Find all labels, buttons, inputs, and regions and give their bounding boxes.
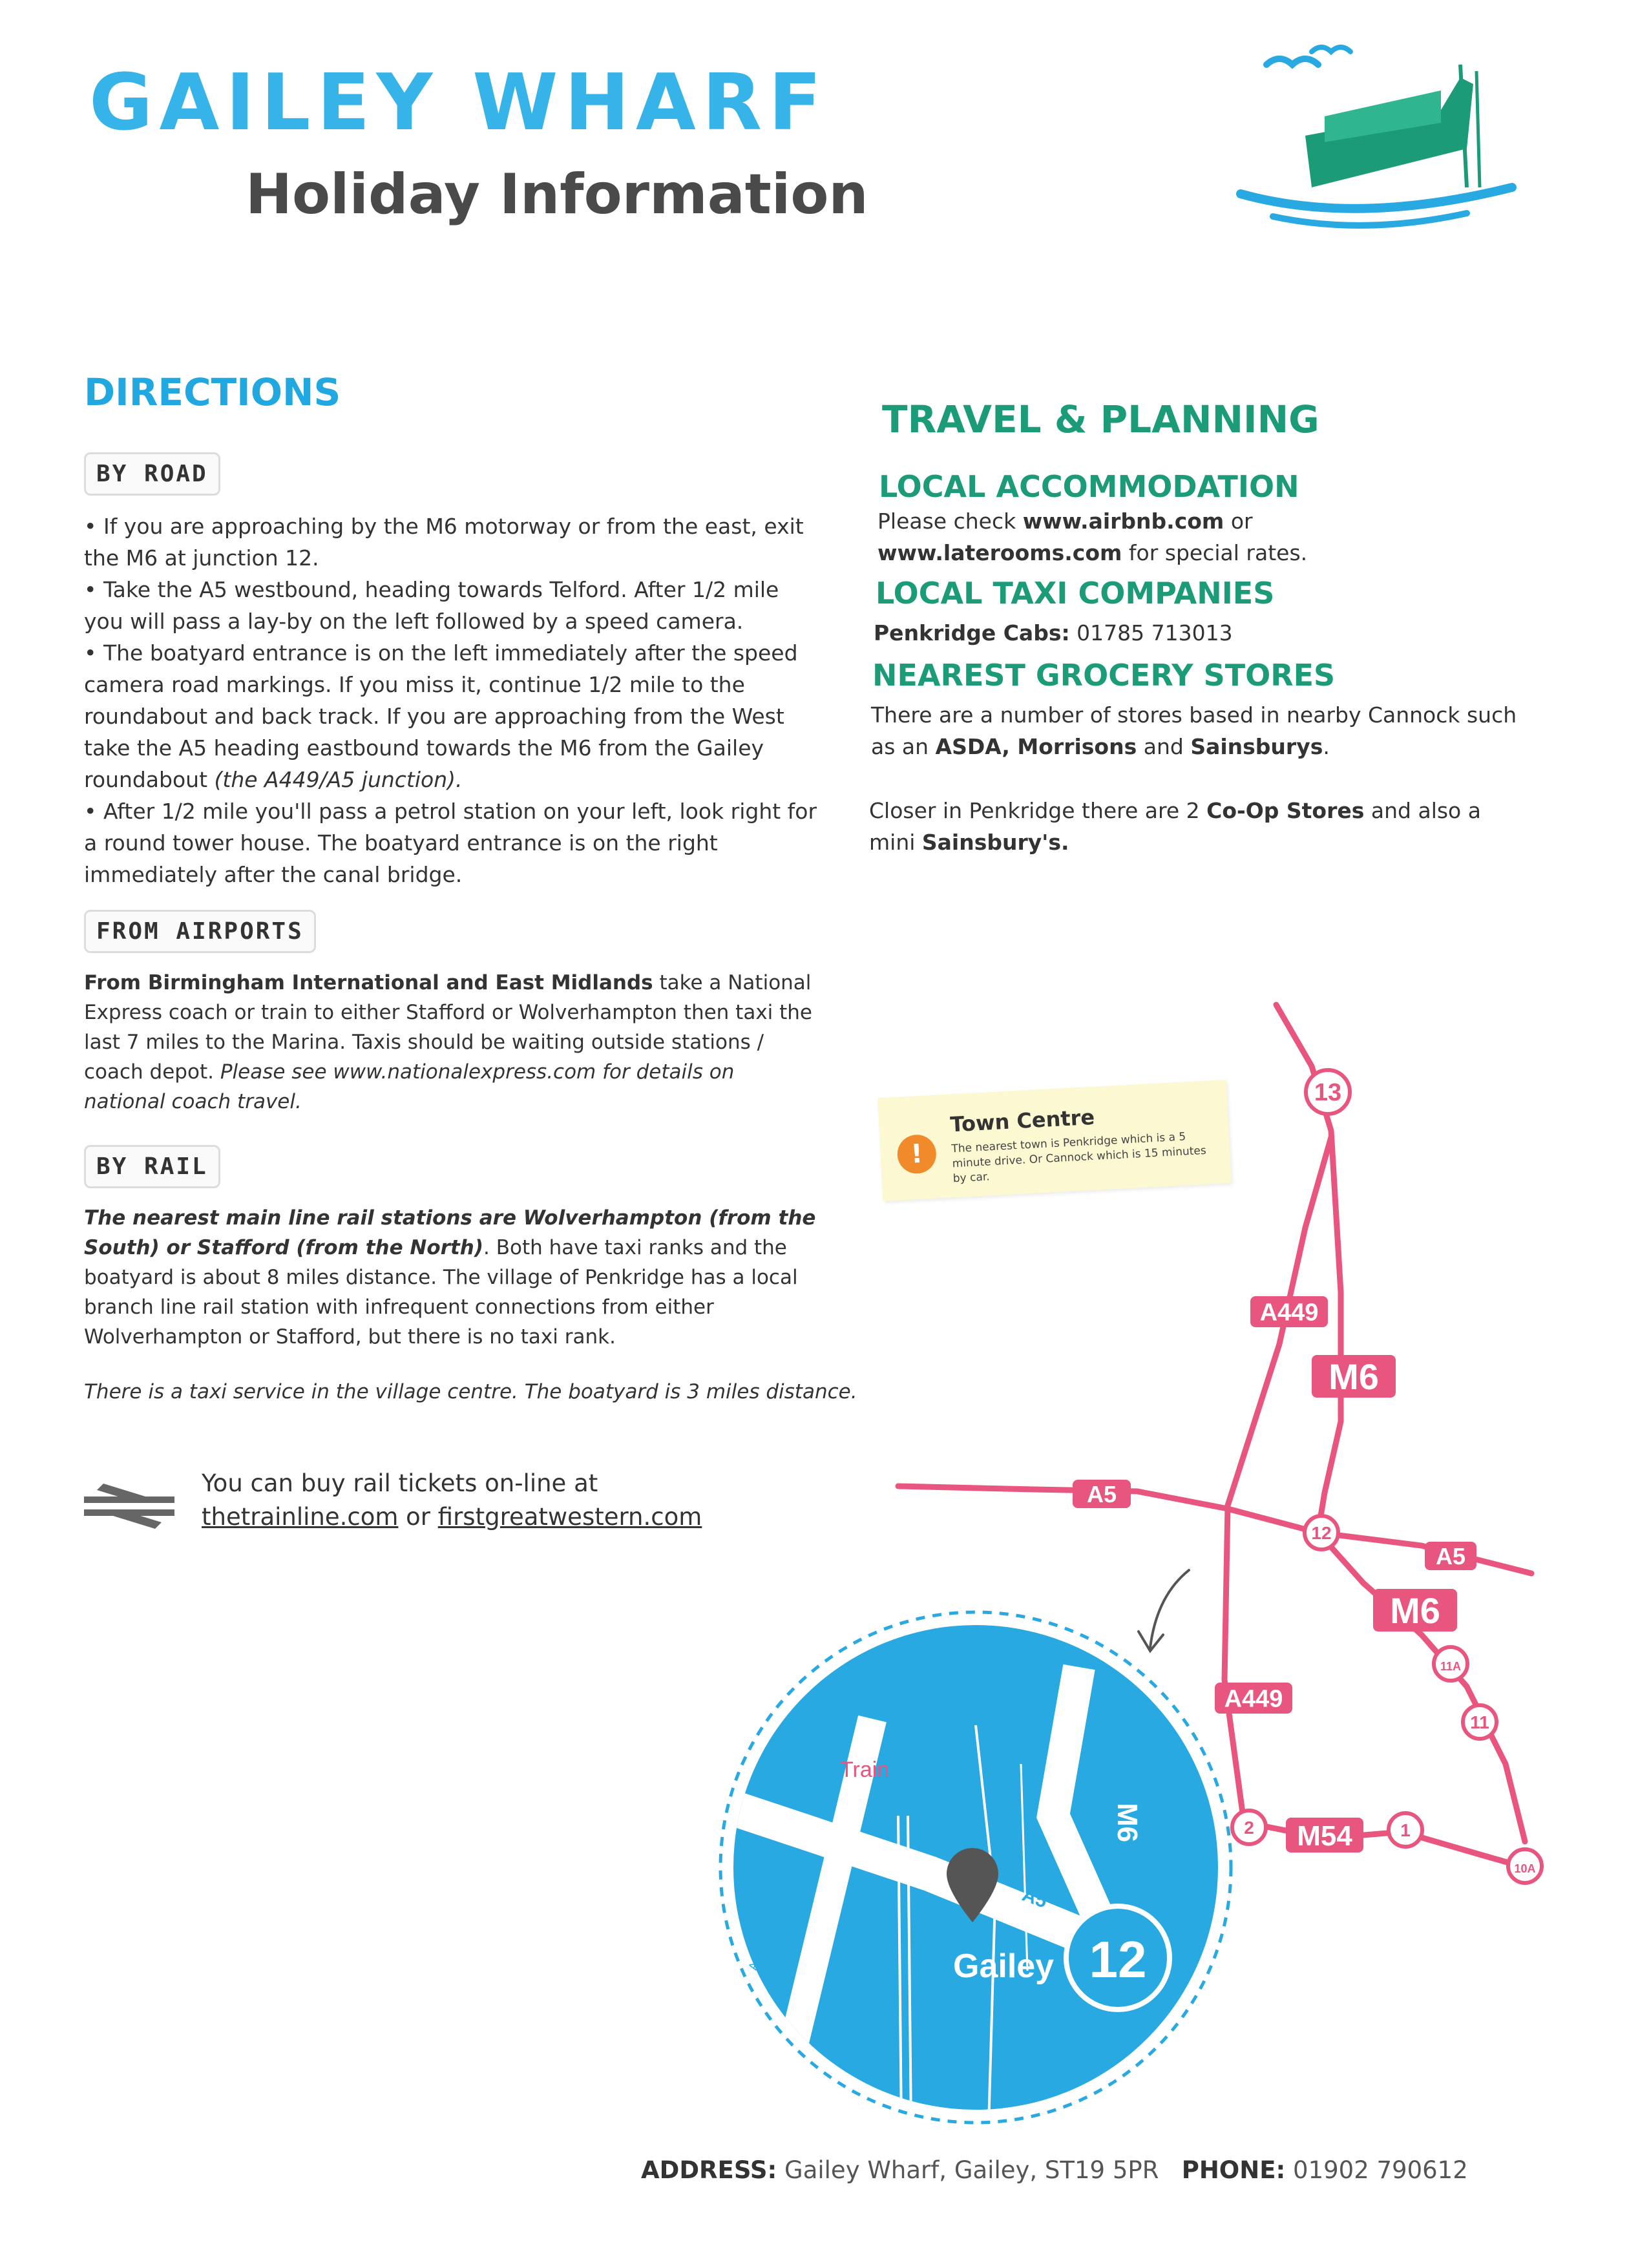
warning-icon: ! [896, 1134, 937, 1175]
footer-contact [641, 2158, 1468, 2182]
taxi-heading: LOCAL TAXI COMPANIES [876, 576, 1275, 611]
note-text: The nearest town is Penkridge which is a 5 minute drive. Or Cannock which is 15 minutes by car. [951, 1130, 1207, 1186]
by-rail-text: The nearest main line rail stations are Wolverhampton (from the South) or Stafford (from the North). Both have taxi ranks and the boatyard is about 8 miles distance. The village of Penkridge has a local branch line rail station with infrequent connections from either Wolverhampton or Stafford, but there is no taxi rank. [84, 1206, 816, 1349]
junction-label: 2 [1244, 1817, 1254, 1838]
road-label: A5 [1086, 1480, 1117, 1507]
grocery-penkridge-text: Closer in Penkridge there are 2 Co-Op Stores and also a mini Sainsbury's. [869, 798, 1481, 855]
grocery-text: There are a number of stores based in nearby Cannock such as an ASDA, Morrisons and Sainsburys. [871, 702, 1517, 759]
accommodation-heading: LOCAL ACCOMMODATION [879, 469, 1299, 504]
gailey-inset-map [717, 1609, 1234, 2126]
by-road-label: BY ROAD [84, 452, 220, 496]
note-title: Town Centre [949, 1104, 1095, 1137]
accommodation-text: Please check www.airbnb.com or www.laterooms.com for special rates. [877, 509, 1308, 565]
by-road-bullet: • Take the A5 westbound, heading towards Telford. After 1/2 mile you will pass a lay-by on the left followed by a speed camera. [84, 577, 779, 634]
by-road-bullet: • After 1/2 mile you'll pass a petrol station on your left, look right for a round tower house. The boatyard entrance is on the right immediately after the canal bridge. [84, 799, 817, 887]
road-label: A449 [1224, 1685, 1283, 1713]
road-label: A5 [1435, 1542, 1466, 1570]
inset-a449-label: A449 [746, 1942, 766, 1972]
address-label: ADDRESS: [641, 2156, 777, 2184]
travel-heading: TRAVEL & PLANNING [882, 397, 1319, 441]
by-rail-note: There is a taxi service in the village centre. The boatyard is 3 miles distance. [84, 1380, 857, 1403]
grocery-heading: NEAREST GROCERY STORES [872, 658, 1336, 693]
road-label: M6 [1390, 1590, 1440, 1632]
address-value: Gailey Wharf, Gailey, ST19 5PR [777, 2156, 1159, 2184]
inset-junction-label: 12 [1089, 1931, 1147, 1988]
by-rail-label: BY RAIL [84, 1145, 220, 1188]
road-label: M54 [1297, 1820, 1352, 1852]
brand-title: GAILEY WHARF [89, 58, 828, 148]
road-label: M6 [1329, 1356, 1379, 1398]
page-subtitle: Holiday Information [246, 162, 868, 227]
road-label: A449 [1259, 1299, 1319, 1327]
junction-label: 12 [1311, 1522, 1332, 1543]
taxi-text: Penkridge Cabs: 01785 713013 [874, 620, 1233, 646]
junction-label: 1 [1400, 1820, 1411, 1840]
firstgreatwestern-link[interactable]: firstgreatwestern.com [437, 1503, 702, 1531]
junction-label: 13 [1314, 1078, 1342, 1106]
phone-value: 01902 790612 [1285, 2156, 1468, 2184]
junction-label: 11A [1440, 1659, 1462, 1673]
inset-place-label: Gailey [953, 1948, 1055, 1985]
town-centre-note [877, 1080, 1232, 1201]
phone-label: PHONE: [1181, 2156, 1286, 2184]
junction-label: 10A [1514, 1862, 1536, 1875]
from-airports-text: From Birmingham International and East Midlands take a National Express coach or train to either Stafford or Wolverhampton then taxi the last 7 miles to the Marina. Taxis should be waiting outside stations / coach depot. Please see www.nationalexpress.com for details on national coach travel. [84, 971, 813, 1113]
inset-a5-label: A5 [1019, 1884, 1050, 1913]
inset-train-label: Train [840, 1758, 890, 1782]
by-road-bullet: • The boatyard entrance is on the left immediately after the speed camera road markings. If you miss it, continue 1/2 mile to the roundabout and back track. If you are approaching from the West take the A5 heading eastbound towards the M6 from the Gailey roundabout (the A449/A5 junction). [84, 640, 798, 792]
inset-m6-label: M6 [1111, 1803, 1143, 1843]
by-road-bullet: • If you are approaching by the M6 motorway or from the east, exit the M6 at junction 12. [84, 514, 804, 571]
rail-tickets-text: You can buy rail tickets on-line at thetrainline.com or firstgreatwestern.com [202, 1469, 702, 1531]
junction-label: 11 [1470, 1712, 1489, 1732]
from-airports-label: FROM AIRPORTS [84, 910, 316, 953]
directions-heading: DIRECTIONS [84, 370, 341, 414]
thetrainline-link[interactable]: thetrainline.com [202, 1503, 399, 1531]
